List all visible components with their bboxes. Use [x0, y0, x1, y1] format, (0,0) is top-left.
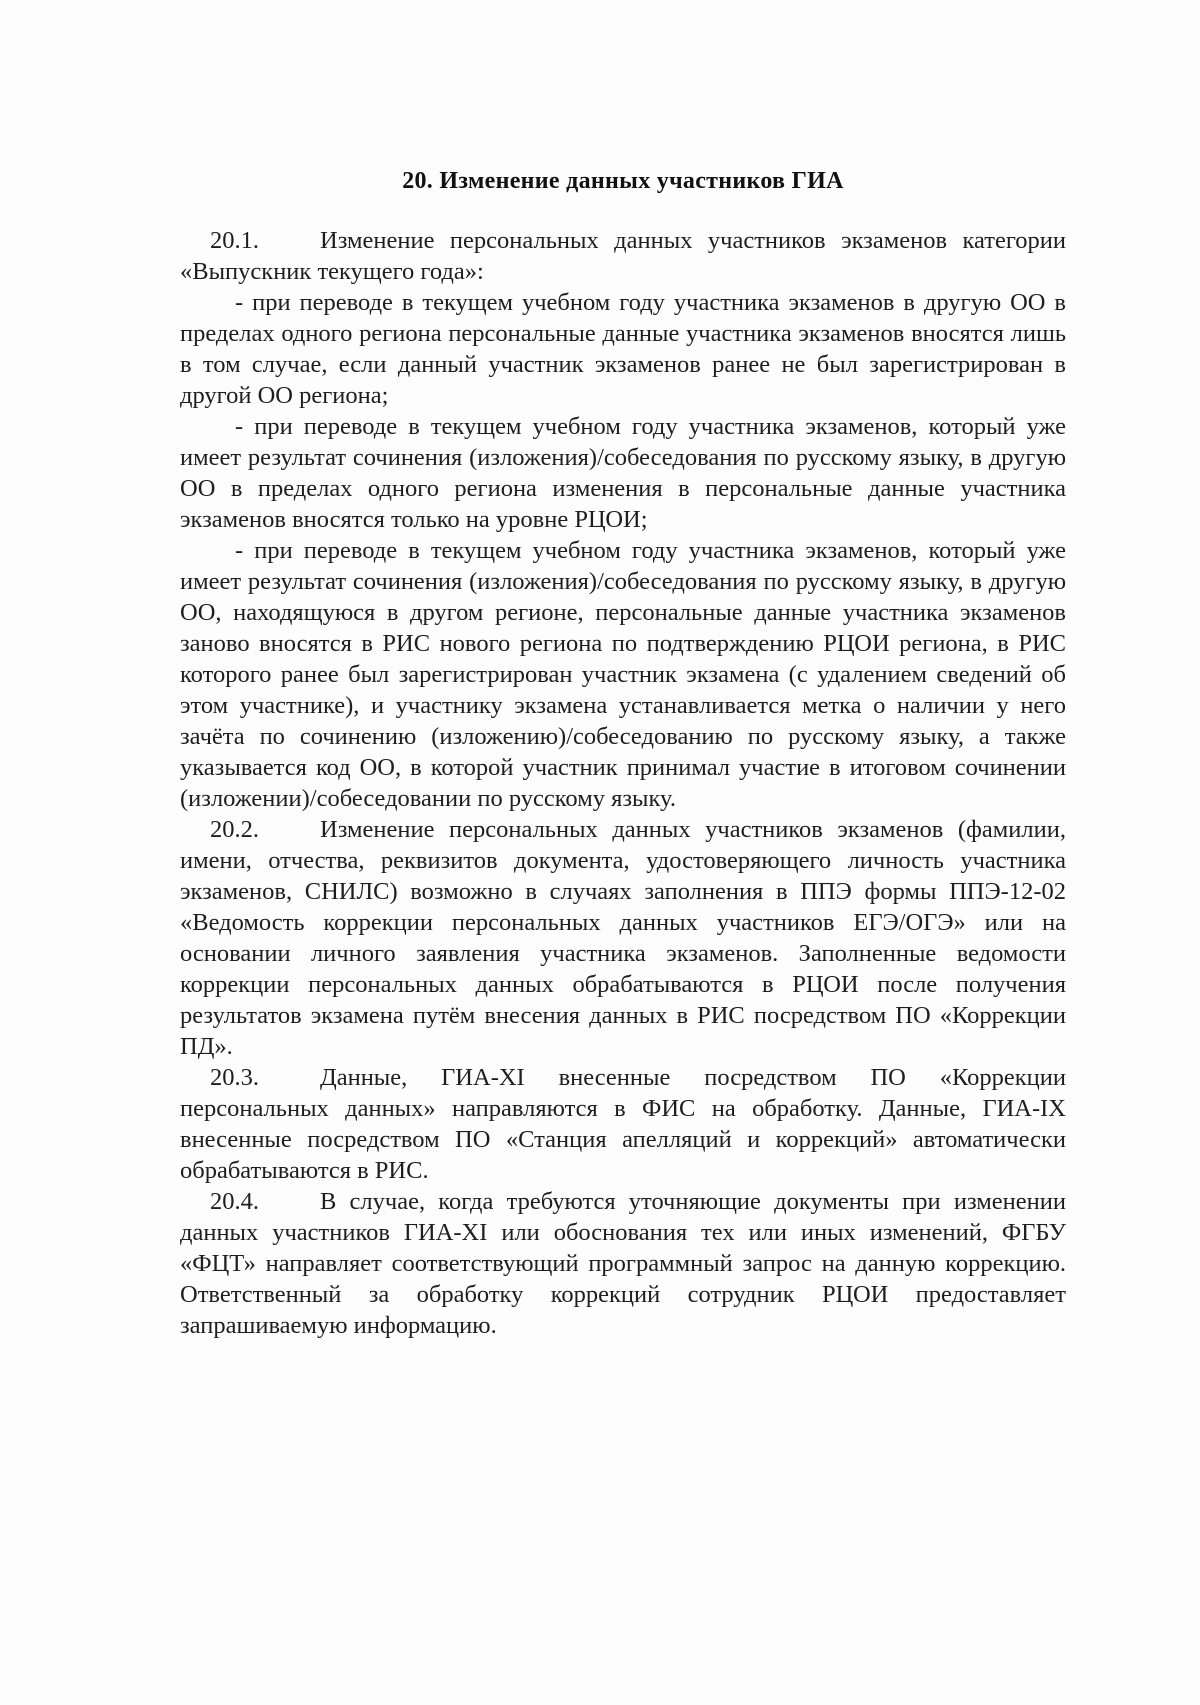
- paragraph-number: 20.4.: [210, 1188, 259, 1215]
- paragraph-text: Изменение персональных данных участников экзаменов (фамилии, имени, отчества, реквизитов документа, удостоверяющего личность участника экзаменов, СНИЛС) возможно в случаях заполнения в ППЭ формы ППЭ-12-02 «Ведомость коррекции персональных данных участников ЕГЭ/ОГЭ» или на основании личного заявления участника экзаменов. Заполненные ведомости коррекции персональных данных обрабатываются в РЦОИ после получения результатов экзамена путём внесения данных в РИС посредством ПО «Коррекции ПД».: [180, 816, 1066, 1060]
- list-item: - при переводе в текущем учебном году участника экзаменов, который уже имеет результат сочинения (изложения)/собеседования по русскому языку, в другую ОО, находящуюся в другом регионе, персональные данные участника экзаменов заново вносятся в РИС нового региона по подтверждению РЦОИ региона, в РИС которого ранее был зарегистрирован участник экзамена (с удалением сведений об этом участнике), и участнику экзамена устанавливается метка о наличии у него зачёта по сочинению (изложению)/собеседованию по русскому языку, а также указывается код ОО, в которой участник принимал участие в итоговом сочинении (изложении)/собеседовании по русскому языку.: [180, 537, 1066, 812]
- paragraph-text: В случае, когда требуются уточняющие документы при изменении данных участников ГИА-XI или обоснования тех или иных изменений, ФГБУ «ФЦТ» направляет соответствующий программный запрос на данную коррекцию. Ответственный за обработку коррекций сотрудник РЦОИ предоставляет запрашиваемую информацию.: [180, 1188, 1066, 1339]
- paragraph-number: 20.3.: [210, 1064, 259, 1091]
- paragraph-text: Изменение персональных данных участников экзаменов категории «Выпускник текущего года»:: [180, 227, 1066, 285]
- document-body: [180, 225, 1066, 1341]
- section-heading: 20. Изменение данных участников ГИА: [402, 168, 844, 194]
- paragraph-text: Данные, ГИА-XI внесенные посредством ПО «Коррекции персональных данных» направляются в ФИС на обработку. Данные, ГИА-IX внесенные посредством ПО «Станция апелляций и коррекций» автоматически обрабатываются в РИС.: [180, 1064, 1066, 1184]
- list-item: - при переводе в текущем учебном году участника экзаменов, который уже имеет результат сочинения (изложения)/собеседования по русскому языку, в другую ОО в пределах одного региона изменения в персональные данные участника экзаменов вносятся только на уровне РЦОИ;: [180, 413, 1066, 533]
- paragraph-20-4: [180, 1186, 1066, 1341]
- paragraph-number: 20.2.: [210, 816, 259, 843]
- list-item: - при переводе в текущем учебном году участника экзаменов в другую ОО в пределах одного региона персональные данные участника экзаменов вносятся лишь в том случае, если данный участник экзаменов ранее не был зарегистрирован в другой ОО региона;: [180, 289, 1066, 409]
- paragraph-20-3: [180, 1062, 1066, 1186]
- paragraph-20-2: [180, 814, 1066, 1062]
- paragraph-number: 20.1.: [210, 227, 259, 254]
- paragraph-20-1: [180, 225, 1066, 287]
